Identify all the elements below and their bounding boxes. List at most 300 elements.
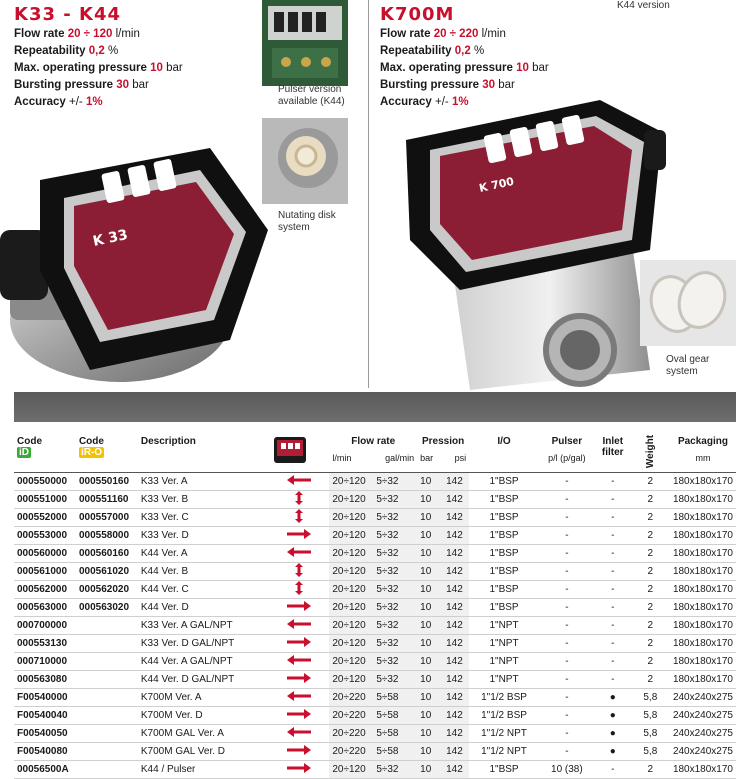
cell-code xyxy=(14,706,76,724)
cell-pack-text: 240x240x275 xyxy=(672,709,733,721)
cell-bar xyxy=(417,580,443,598)
cell-pack xyxy=(670,490,736,508)
cell-flow2 xyxy=(373,670,417,688)
cell-weight-text: 2 xyxy=(647,655,654,667)
cell-pulser-text: - xyxy=(565,475,569,487)
cell-flow2 xyxy=(373,508,417,526)
cell-flow1-text: 20÷120 xyxy=(332,583,366,595)
cell-code-text: 000710000 xyxy=(17,655,68,667)
k33-k44-specs xyxy=(14,26,183,111)
cell-weight xyxy=(631,616,670,634)
cell-pulser xyxy=(539,526,595,544)
cell-io-text: 1"1/2 NPT xyxy=(481,745,527,757)
cell-flow2 xyxy=(373,598,417,616)
up-down-arrow-icon xyxy=(285,509,313,523)
cell-desc-text: K44 Ver. B xyxy=(140,565,189,577)
cell-weight-text: 2 xyxy=(647,673,654,685)
cell-flow1 xyxy=(329,742,373,760)
cell-io-text: 1"NPT xyxy=(489,637,519,649)
cell-flow1 xyxy=(329,562,373,580)
cell-code xyxy=(14,490,76,508)
cell-weight-text: 5,8 xyxy=(643,691,658,703)
right-arrow-icon xyxy=(285,707,313,721)
nutating-disk-thumbnail xyxy=(262,118,348,204)
cell-desc xyxy=(138,616,270,634)
cell-dir xyxy=(270,580,330,598)
cell-flow1-text: 20÷120 xyxy=(332,493,366,505)
cell-weight xyxy=(631,742,670,760)
cell-weight xyxy=(631,544,670,562)
cell-weight-text: 2 xyxy=(647,601,654,613)
cell-pack-text: 180x180x170 xyxy=(672,583,733,595)
cell-dir xyxy=(270,508,330,526)
section-divider xyxy=(368,0,369,388)
cell-pulser xyxy=(539,760,595,778)
cell-flow2-text: 5÷32 xyxy=(376,547,399,559)
cell-weight xyxy=(631,472,670,490)
spec-row xyxy=(380,43,549,60)
col-code2: Code iR-O xyxy=(78,436,104,458)
cell-code2 xyxy=(76,706,138,724)
cell-inlet xyxy=(595,706,631,724)
cell-code2 xyxy=(76,544,138,562)
cell-pack xyxy=(670,688,736,706)
spec-unit: bar xyxy=(498,79,515,91)
cell-code2 xyxy=(76,490,138,508)
cell-bar xyxy=(417,634,443,652)
cell-bar-text: 10 xyxy=(420,493,432,505)
cell-flow2 xyxy=(373,724,417,742)
table-row xyxy=(14,490,736,508)
spec-label: Repeatability xyxy=(380,45,452,57)
cell-io-text: 1"BSP xyxy=(489,601,519,613)
cell-flow1 xyxy=(329,706,373,724)
cell-weight-text: 2 xyxy=(647,475,654,487)
spec-row xyxy=(14,26,183,43)
cell-pulser-text: - xyxy=(565,691,569,703)
cell-dir xyxy=(270,490,330,508)
cell-flow2-text: 5÷32 xyxy=(376,619,399,631)
cell-pulser xyxy=(539,490,595,508)
cell-flow1-text: 20÷220 xyxy=(332,709,366,721)
spec-row xyxy=(380,60,549,77)
cell-flow1 xyxy=(329,670,373,688)
cell-flow1 xyxy=(329,688,373,706)
cell-io xyxy=(469,490,539,508)
cell-bar-text: 10 xyxy=(420,655,432,667)
col-pression: Pression bar psi xyxy=(420,436,467,463)
cell-pulser-text: - xyxy=(565,493,569,505)
cell-flow2-text: 5÷32 xyxy=(376,673,399,685)
left-arrow-icon xyxy=(285,653,313,667)
k700m-section xyxy=(370,0,738,392)
cell-weight xyxy=(631,526,670,544)
cell-inlet-text: - xyxy=(611,565,615,577)
cell-code-text: 000551000 xyxy=(17,493,68,505)
spec-row xyxy=(380,26,549,43)
cell-inlet xyxy=(595,544,631,562)
cell-dir xyxy=(270,598,330,616)
cell-desc-text: K33 Ver. A GAL/NPT xyxy=(140,619,233,631)
cell-bar-text: 10 xyxy=(420,691,432,703)
cell-desc-text: K700M Ver. A xyxy=(140,691,202,703)
cell-weight xyxy=(631,688,670,706)
cell-pack xyxy=(670,472,736,490)
cell-bar xyxy=(417,508,443,526)
cell-flow2-text: 5÷32 xyxy=(376,475,399,487)
cell-pack xyxy=(670,508,736,526)
cell-code2-text: 000562020 xyxy=(78,583,130,595)
cell-pulser-text: - xyxy=(565,727,569,739)
cell-bar xyxy=(417,472,443,490)
col-weight: Weight xyxy=(644,434,656,468)
left-arrow-icon xyxy=(285,725,313,739)
cell-pack xyxy=(670,652,736,670)
cell-weight-text: 5,8 xyxy=(643,727,658,739)
cell-io xyxy=(469,688,539,706)
spec-prefix: +/- xyxy=(69,96,83,108)
cell-flow1 xyxy=(329,724,373,742)
cell-code xyxy=(14,760,76,778)
cell-code2 xyxy=(76,652,138,670)
cell-code2 xyxy=(76,526,138,544)
cell-dir xyxy=(270,472,330,490)
cell-flow1-text: 20÷120 xyxy=(332,547,366,559)
table-row xyxy=(14,562,736,580)
spec-label: Flow rate xyxy=(380,28,431,40)
cell-pulser xyxy=(539,598,595,616)
cell-bar xyxy=(417,706,443,724)
cell-io-text: 1"BSP xyxy=(489,493,519,505)
cell-weight-text: 2 xyxy=(647,565,654,577)
up-down-arrow-icon xyxy=(285,563,313,577)
cell-weight-text: 2 xyxy=(647,493,654,505)
cell-psi-text: 142 xyxy=(446,565,463,577)
cell-bar-text: 10 xyxy=(420,547,432,559)
spec-label: Max. operating pressure xyxy=(380,62,513,74)
col-packaging: Packaging mm xyxy=(677,436,728,463)
cell-weight-text: 2 xyxy=(647,511,654,523)
k700m-title: K700M xyxy=(380,4,455,25)
spec-value: 1% xyxy=(85,96,103,108)
cell-pulser-text: - xyxy=(565,709,569,721)
cell-io-text: 1"NPT xyxy=(489,619,519,631)
left-arrow-icon xyxy=(285,617,313,631)
cell-inlet xyxy=(595,490,631,508)
col-code: Code iD xyxy=(17,436,42,458)
cell-inlet xyxy=(595,760,631,778)
cell-dir xyxy=(270,706,330,724)
cell-weight xyxy=(631,562,670,580)
cell-bar-text: 10 xyxy=(420,565,432,577)
cell-flow1-text: 20÷120 xyxy=(332,619,366,631)
cell-pulser xyxy=(539,670,595,688)
cell-inlet-text: - xyxy=(611,511,615,523)
table-row xyxy=(14,688,736,706)
cell-inlet xyxy=(595,526,631,544)
cell-flow2 xyxy=(373,490,417,508)
table-row xyxy=(14,508,736,526)
cell-flow2 xyxy=(373,742,417,760)
cell-inlet-text: - xyxy=(611,763,615,775)
cell-desc xyxy=(138,688,270,706)
cell-psi-text: 142 xyxy=(446,493,463,505)
cell-flow1 xyxy=(329,760,373,778)
cell-dir xyxy=(270,724,330,742)
spec-value: 30 xyxy=(482,79,496,91)
cell-flow1-text: 20÷220 xyxy=(332,727,366,739)
cell-pulser-text: - xyxy=(565,565,569,577)
table-row xyxy=(14,634,736,652)
cell-code-text: 000552000 xyxy=(17,511,68,523)
cell-weight xyxy=(631,670,670,688)
cell-inlet-text: - xyxy=(611,619,615,631)
cell-flow2-text: 5÷32 xyxy=(376,529,399,541)
cell-desc xyxy=(138,472,270,490)
cell-code2 xyxy=(76,580,138,598)
spec-value: 10 xyxy=(150,62,163,74)
cell-psi xyxy=(443,634,469,652)
cell-inlet xyxy=(595,472,631,490)
cell-psi xyxy=(443,598,469,616)
right-arrow-icon xyxy=(285,599,313,613)
right-arrow-icon xyxy=(285,743,313,757)
cell-bar-text: 10 xyxy=(420,637,432,649)
cell-psi-text: 142 xyxy=(446,709,463,721)
cell-flow2-text: 5÷58 xyxy=(376,745,399,757)
cell-flow2-text: 5÷32 xyxy=(376,655,399,667)
cell-pack-text: 180x180x170 xyxy=(672,565,733,577)
spec-value: 0,2 xyxy=(454,45,471,57)
cell-code xyxy=(14,508,76,526)
cell-pulser-text: - xyxy=(565,583,569,595)
cell-code xyxy=(14,742,76,760)
cell-psi-text: 142 xyxy=(446,727,463,739)
cell-pack-text: 240x240x275 xyxy=(672,727,733,739)
cell-bar xyxy=(417,760,443,778)
spec-label: Max. operating pressure xyxy=(14,62,147,74)
cell-pack-text: 180x180x170 xyxy=(672,655,733,667)
cell-pulser xyxy=(539,724,595,742)
cell-code-text: 000553130 xyxy=(17,637,68,649)
table-row xyxy=(14,616,736,634)
cell-io xyxy=(469,544,539,562)
cell-pulser xyxy=(539,508,595,526)
cell-flow1-text: 20÷120 xyxy=(332,475,366,487)
cell-psi-text: 142 xyxy=(446,691,463,703)
cell-flow2 xyxy=(373,562,417,580)
cell-code2 xyxy=(76,598,138,616)
cell-pack xyxy=(670,526,736,544)
left-arrow-icon xyxy=(285,689,313,703)
cell-inlet xyxy=(595,634,631,652)
cell-flow2-text: 5÷58 xyxy=(376,691,399,703)
cell-pulser-text: - xyxy=(565,511,569,523)
cell-inlet xyxy=(595,598,631,616)
cell-flow1 xyxy=(329,508,373,526)
cell-code2 xyxy=(76,724,138,742)
cell-flow2 xyxy=(373,580,417,598)
cell-flow1-text: 20÷220 xyxy=(332,745,366,757)
cell-pulser xyxy=(539,562,595,580)
cell-weight-text: 2 xyxy=(647,763,654,775)
cell-desc xyxy=(138,544,270,562)
spec-unit: % xyxy=(107,45,119,57)
cell-inlet xyxy=(595,652,631,670)
cell-bar-text: 10 xyxy=(420,619,432,631)
cell-inlet-text: ● xyxy=(609,745,616,757)
table-row xyxy=(14,598,736,616)
cell-pack-text: 180x180x170 xyxy=(672,547,733,559)
k33-k44-section xyxy=(0,0,368,392)
cell-desc-text: K44 Ver. A GAL/NPT xyxy=(140,655,233,667)
spec-label: Accuracy xyxy=(380,96,432,108)
cell-code xyxy=(14,526,76,544)
cell-desc-text: K33 Ver. D xyxy=(140,529,189,541)
cell-code2 xyxy=(76,616,138,634)
right-arrow-icon xyxy=(285,635,313,649)
cell-weight-text: 2 xyxy=(647,547,654,559)
cell-code2-text: 000558000 xyxy=(78,529,130,541)
cell-flow2 xyxy=(373,760,417,778)
nutating-caption: Nutating disk system xyxy=(278,210,336,233)
cell-code xyxy=(14,670,76,688)
cell-inlet-text: - xyxy=(611,529,615,541)
product-table xyxy=(14,436,736,779)
cell-flow1 xyxy=(329,580,373,598)
cell-weight-text: 5,8 xyxy=(643,745,658,757)
cell-io xyxy=(469,598,539,616)
cell-io-text: 1"1/2 BSP xyxy=(481,691,527,703)
cell-code-text: F00540000 xyxy=(17,691,68,703)
cell-flow1-text: 20÷120 xyxy=(332,637,366,649)
cell-desc xyxy=(138,526,270,544)
cell-weight xyxy=(631,490,670,508)
spec-value: 20 ÷ 120 xyxy=(67,28,113,40)
cell-flow2-text: 5÷32 xyxy=(376,511,399,523)
cell-flow2 xyxy=(373,652,417,670)
cell-code-text: 00056500A xyxy=(17,763,69,775)
cell-code2 xyxy=(76,742,138,760)
cell-pulser xyxy=(539,472,595,490)
col-direction-icon xyxy=(270,436,330,472)
cell-pulser-text: - xyxy=(565,619,569,631)
cell-io xyxy=(469,526,539,544)
cell-psi-text: 142 xyxy=(446,529,463,541)
cell-bar xyxy=(417,544,443,562)
cell-pack-text: 180x180x170 xyxy=(672,763,733,775)
cell-desc-text: K33 Ver. C xyxy=(140,511,189,523)
cell-code2-text: 000557000 xyxy=(78,511,130,523)
cell-flow2-text: 5÷58 xyxy=(376,727,399,739)
cell-code-text: 000563000 xyxy=(17,601,68,613)
cell-io xyxy=(469,562,539,580)
cell-flow2-text: 5÷32 xyxy=(376,637,399,649)
cell-pulser-text: - xyxy=(565,601,569,613)
col-inlet-filter: Inlet filter xyxy=(601,436,624,458)
spec-row xyxy=(14,60,183,77)
cell-code2-text: 000561020 xyxy=(78,565,130,577)
cell-inlet-text: ● xyxy=(609,727,616,739)
cell-pack xyxy=(670,544,736,562)
cell-pack-text: 240x240x275 xyxy=(672,691,733,703)
cell-bar xyxy=(417,616,443,634)
cell-flow1 xyxy=(329,634,373,652)
spec-unit: l/min xyxy=(481,28,506,40)
table-row xyxy=(14,472,736,490)
cell-desc-text: K700M GAL Ver. D xyxy=(140,745,226,757)
spec-row xyxy=(14,94,183,111)
cell-inlet xyxy=(595,688,631,706)
cell-bar-text: 10 xyxy=(420,727,432,739)
cell-weight xyxy=(631,760,670,778)
cell-pulser-text: 10 (38) xyxy=(551,763,583,775)
cell-flow2-text: 5÷32 xyxy=(376,565,399,577)
cell-flow1-text: 20÷120 xyxy=(332,565,366,577)
cell-inlet-text: - xyxy=(611,637,615,649)
cell-pulser xyxy=(539,634,595,652)
cell-io xyxy=(469,616,539,634)
cell-dir xyxy=(270,526,330,544)
cell-desc-text: K44 Ver. D xyxy=(140,601,189,613)
cell-pulser xyxy=(539,616,595,634)
cell-code-text: 000550000 xyxy=(17,475,68,487)
up-down-arrow-icon xyxy=(285,581,313,595)
pulser-thumbnail xyxy=(262,0,348,86)
cell-flow1 xyxy=(329,652,373,670)
cell-inlet-text: - xyxy=(611,547,615,559)
cell-io xyxy=(469,724,539,742)
cell-flow2-text: 5÷32 xyxy=(376,763,399,775)
cell-code xyxy=(14,688,76,706)
cell-flow1-text: 20÷120 xyxy=(332,655,366,667)
spec-value: 0,2 xyxy=(88,45,105,57)
cell-bar xyxy=(417,652,443,670)
cell-code2 xyxy=(76,670,138,688)
cell-flow2 xyxy=(373,634,417,652)
cell-code-text: 000562000 xyxy=(17,583,68,595)
cell-pulser-text: - xyxy=(565,529,569,541)
cell-desc xyxy=(138,742,270,760)
cell-code-text: 000560000 xyxy=(17,547,68,559)
cell-code xyxy=(14,616,76,634)
cell-pack xyxy=(670,598,736,616)
cell-psi-text: 142 xyxy=(446,547,463,559)
cell-desc-text: K33 Ver. A xyxy=(140,475,188,487)
cell-code xyxy=(14,580,76,598)
cell-code2-text: 000551160 xyxy=(78,493,129,505)
cell-flow2-text: 5÷32 xyxy=(376,583,399,595)
cell-inlet-text: - xyxy=(611,475,615,487)
cell-psi-text: 142 xyxy=(446,637,463,649)
cell-weight-text: 2 xyxy=(647,619,654,631)
cell-pack-text: 180x180x170 xyxy=(672,601,733,613)
cell-dir xyxy=(270,652,330,670)
cell-pack xyxy=(670,634,736,652)
cell-flow1-text: 20÷120 xyxy=(332,529,366,541)
cell-pack-text: 180x180x170 xyxy=(672,637,733,649)
k33-meter-image xyxy=(0,120,270,392)
cell-flow1 xyxy=(329,598,373,616)
cell-io-text: 1"BSP xyxy=(489,583,519,595)
cell-io xyxy=(469,472,539,490)
cell-inlet xyxy=(595,670,631,688)
right-arrow-icon xyxy=(285,761,313,775)
cell-pack xyxy=(670,616,736,634)
cell-inlet xyxy=(595,580,631,598)
cell-inlet-text: - xyxy=(611,493,615,505)
cell-code xyxy=(14,724,76,742)
